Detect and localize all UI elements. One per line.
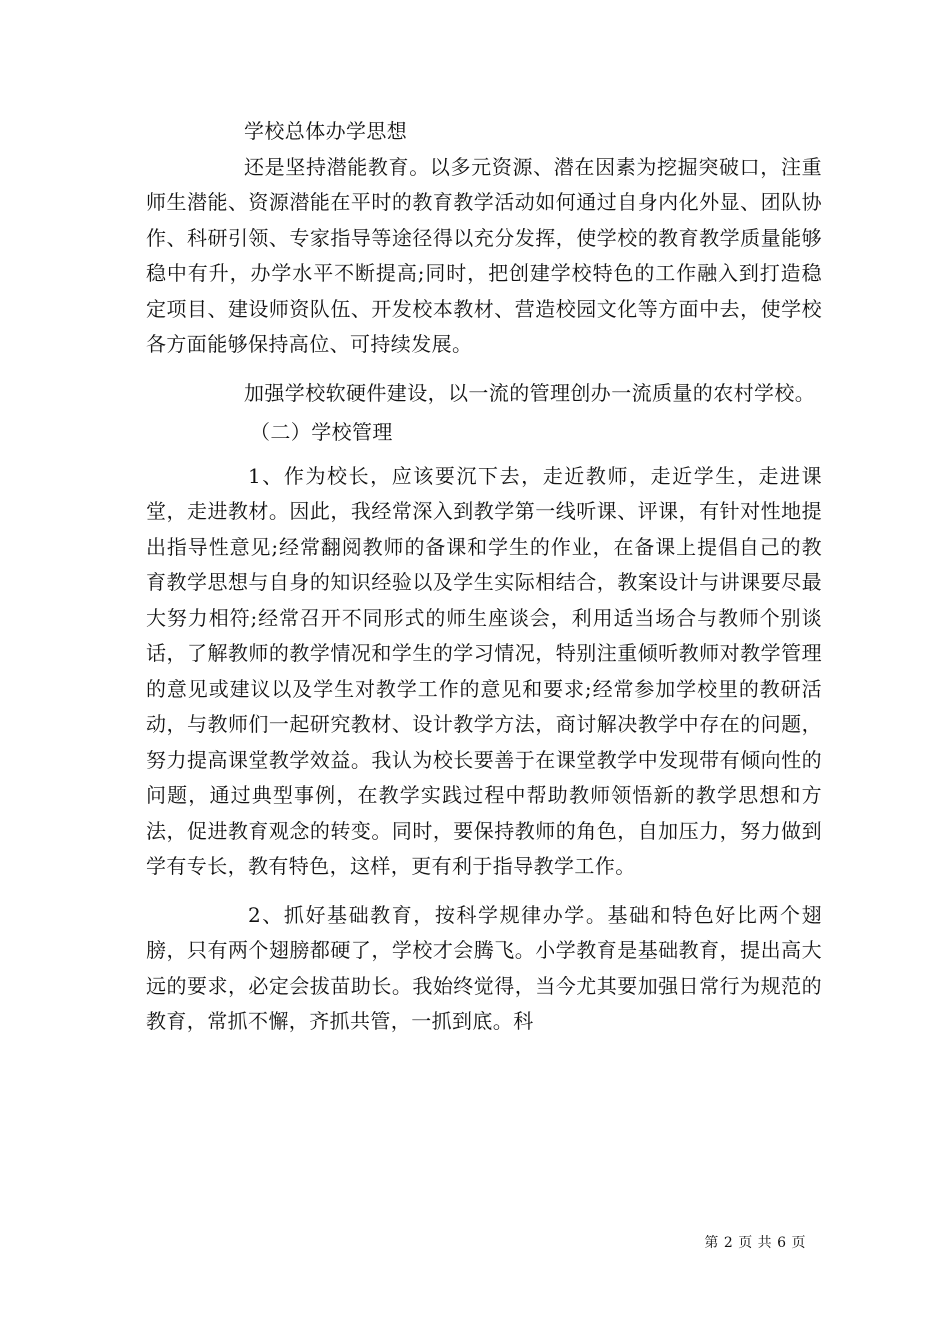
page-number: 第 2 页 共 6 页 xyxy=(704,1235,806,1251)
document-body xyxy=(146,114,822,1040)
paragraph-1: 还是坚持潜能教育。以多元资源、潜在因素为挖掘突破口，注重师生潜能、资源潜能在平时的教育教学活动如何通过自身内化外显、团队协作、科研引领、专家指导等途径得以充分发挥，使学校的教育教学质量能够稳中有升，办学水平不断提高;同时，把创建学校特色的工作融入到打造稳定项目、建设师资队伍、开发校本教材、营造校园文化等方面中去，使学校各方面能够保持高位、可持续发展。 xyxy=(146,154,822,356)
subsection-heading: （二）学校管理 xyxy=(250,420,393,444)
paragraph-2: 加强学校软硬件建设，以一流的管理创办一流质量的农村学校。 xyxy=(244,380,816,405)
paragraph-4: 2、抓好基础教育，按科学规律办学。基础和特色好比两个翅膀，只有两个翅膀都硬了，学校才会腾飞。小学教育是基础教育，提出高大远的要求，必定会拔苗助长。我始终觉得，当今尤其要加强日常行为规范的教育，常抓不懈，齐抓共管，一抓到底。科 xyxy=(146,902,822,1033)
paragraph-3: 1、作为校长，应该要沉下去，走近教师，走近学生，走进课堂，走进教材。因此，我经常深入到教学第一线听课、评课，有针对性地提出指导性意见;经常翻阅教师的备课和学生的作业，在备课上提倡自己的教育教学思想与自身的知识经验以及学生实际相结合，教案设计与讲课要尽最大努力相符;经常召开不同形式的师生座谈会，利用适当场合与教师个别谈话，了解教师的教学情况和学生的学习情况，特别注重倾听教师对教学管理的意见或建议以及学生对教学工作的意见和要求;经常参加学校里的教研活动，与教师们一起研究教材、设计教学方法，商讨解决教学中存在的问题，努力提高课堂教学效益。我认为校长要善于在课堂教学中发现带有倾向性的问题，通过典型事例，在教学实践过程中帮助教师领悟新的教学思想和方法，促进教育观念的转变。同时，要保持教师的角色，自加压力，努力做到学有专长，教有特色，这样，更有利于指导教学工作。 xyxy=(146,463,822,878)
section-heading: 学校总体办学思想 xyxy=(244,119,408,143)
